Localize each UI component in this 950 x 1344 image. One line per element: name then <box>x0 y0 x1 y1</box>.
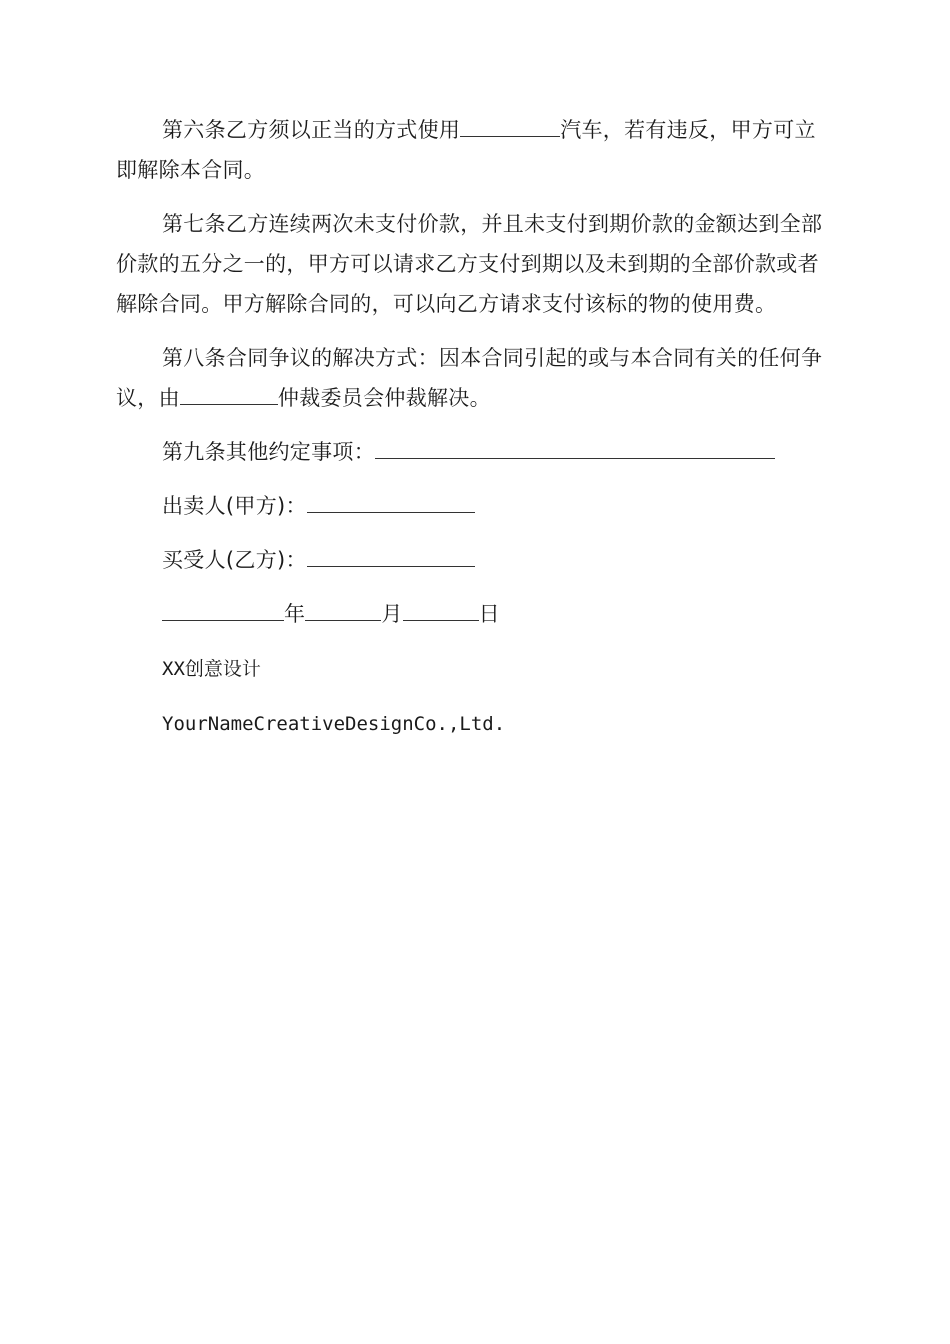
article-9 <box>116 432 836 472</box>
day-label: 日 <box>478 602 500 626</box>
company-name-cn <box>116 648 836 689</box>
article-9-label: 第九条其他约定事项： <box>162 440 375 464</box>
article-6-text-after: 汽车，若有违反，甲方可立即解除本合同。 <box>116 118 816 182</box>
company-name-cn-text: XX创意设计 <box>162 658 261 680</box>
other-matters-blank <box>375 436 775 459</box>
buyer-blank <box>307 544 475 567</box>
article-8 <box>116 338 836 418</box>
seller-blank <box>307 490 475 513</box>
company-name-en <box>116 703 836 744</box>
article-8-text-before: 第八条合同争议的解决方式：因本合同引起的或与本合同有关的任何争议，由 <box>116 346 823 410</box>
buyer-line <box>116 540 836 580</box>
seller-label: 出卖人(甲方)： <box>162 494 307 518</box>
article-6-text-before: 第六条乙方须以正当的方式使用 <box>162 118 461 142</box>
month-blank <box>305 598 381 621</box>
seller-line <box>116 486 836 526</box>
buyer-label: 买受人(乙方)： <box>162 548 307 572</box>
year-blank <box>162 598 284 621</box>
date-line <box>116 594 836 634</box>
company-name-en-text: YourNameCreativeDesignCo.,Ltd. <box>162 713 506 735</box>
month-label: 月 <box>381 602 403 626</box>
car-blank <box>460 114 560 137</box>
day-blank <box>403 598 479 621</box>
contract-page <box>116 110 836 758</box>
article-6 <box>116 110 836 190</box>
article-8-text-after: 仲裁委员会仲裁解决。 <box>277 386 491 410</box>
article-7: 第七条乙方连续两次未支付价款，并且未支付到期价款的金额达到全部价款的五分之一的，甲方可以请求乙方支付到期以及未到期的全部价款或者解除合同。甲方解除合同的，可以向乙方请求支付该标的物的使用费。 <box>116 212 823 316</box>
arbitration-blank <box>180 382 278 405</box>
year-label: 年 <box>284 602 306 626</box>
